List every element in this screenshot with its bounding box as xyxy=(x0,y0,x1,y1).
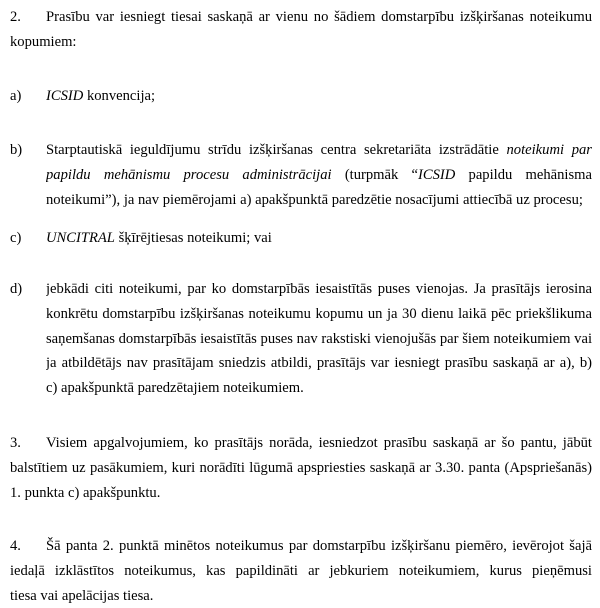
text-run: jebkādi citi noteikumi, par ko domstarpībās iesaistītās puses vienojas. Ja prasītājs ierosina xyxy=(46,281,592,297)
paragraph-2 xyxy=(10,5,592,55)
line-text xyxy=(10,456,592,481)
italic-text: UNCITRAL xyxy=(46,230,115,246)
text-line xyxy=(10,559,592,584)
text-run: papildu mehānisma xyxy=(455,166,592,183)
text-line xyxy=(10,163,592,188)
italic-text: ICSID xyxy=(46,88,84,104)
text-line xyxy=(10,188,592,213)
line-text xyxy=(46,431,592,456)
text-line xyxy=(10,481,592,506)
text-run: c) apakšpunktā paredzētajiem noteikumiem. xyxy=(46,380,304,397)
text-run: (turpmāk “ xyxy=(331,166,419,183)
text-run: saņemšanas domstarpībās iesaistītās puses nav rakstiski vienojušās par šiem noteikumiem vai xyxy=(46,330,592,347)
text-run: balstītiem uz pasākumiem, kuri norādīti lūgumā apspriesties saskaņā ar 3.30. panta (Apspriešanās) xyxy=(10,459,592,476)
text-run: ja atbildētājs nav prasītājam sniedzis atbildi, prasītājs var iesniegt prasību saskaņā ar a), b) xyxy=(46,355,592,372)
text-run: Šā panta 2. punktā minētos noteikumus par domstarpību izšķiršanu piemēro, ievērojot šajā xyxy=(46,538,592,554)
list-item-a xyxy=(10,84,592,109)
paragraph-4 xyxy=(10,534,592,608)
line-text xyxy=(46,351,592,376)
text-run: Starptautiskā ieguldījumu strīdu izšķiršanas centra sekretariāta izstrādātie xyxy=(46,142,507,158)
line-text xyxy=(46,163,592,188)
text-run: tiesa vai apelācijas tiesa. xyxy=(10,587,154,604)
list-item-d xyxy=(10,277,592,401)
line-text xyxy=(46,226,592,251)
text-line xyxy=(10,376,592,401)
text-run: kopumiem: xyxy=(10,33,77,50)
line-text xyxy=(10,30,592,55)
text-run: noteikumi”), ja nav piemērojami a) apakšpunktā paredzētie nosacījumi attiecībā uz procesu; xyxy=(46,191,583,208)
text-line xyxy=(10,138,592,163)
line-text xyxy=(46,138,592,163)
line-text xyxy=(10,559,592,584)
line-text xyxy=(46,302,592,327)
line-text xyxy=(10,584,592,608)
text-run: Visiem apgalvojumiem, ko prasītājs norāda, iesniedzot prasību saskaņā ar šo pantu, jābūt xyxy=(46,435,592,451)
italic-text: noteikumi par xyxy=(506,142,592,158)
item-label: 4. xyxy=(10,538,21,554)
text-line xyxy=(10,327,592,352)
text-run: iedaļā izklāstītos noteikumus, kas papildināti ar jebkuriem noteikumiem, kurus pieņēmusi xyxy=(10,562,592,579)
line-text xyxy=(46,534,592,559)
text-run: 1. punkta c) apakšpunktu. xyxy=(10,484,161,501)
line-text xyxy=(46,277,592,302)
item-label: a) xyxy=(10,88,22,104)
text-run: konvencija; xyxy=(83,88,156,104)
item-label: d) xyxy=(10,281,23,297)
line-text xyxy=(10,481,592,506)
paragraph-3 xyxy=(10,431,592,505)
list-item-b xyxy=(10,138,592,212)
italic-text: papildu mehānismu procesu administrācijai xyxy=(46,166,332,183)
text-line xyxy=(10,84,592,109)
text-line xyxy=(10,302,592,327)
line-text xyxy=(46,376,592,401)
text-line xyxy=(10,226,592,251)
line-text xyxy=(46,84,592,109)
item-label: 2. xyxy=(10,9,21,25)
item-label: 3. xyxy=(10,435,21,451)
item-label: c) xyxy=(10,230,22,246)
text-line xyxy=(10,5,592,30)
text-line xyxy=(10,277,592,302)
line-text xyxy=(46,5,592,30)
line-text xyxy=(46,327,592,352)
italic-text: ICSID xyxy=(418,166,456,183)
text-run: konkrētu domstarpību izšķiršanas noteikumu kopumu un ja 30 dienu laikā pēc priekšlikuma xyxy=(46,305,592,322)
list-item-c xyxy=(10,226,592,251)
text-line xyxy=(10,431,592,456)
text-run: Prasību var iesniegt tiesai saskaņā ar vienu no šādiem domstarpību izšķiršanas noteikumu xyxy=(46,9,592,25)
text-line xyxy=(10,584,592,608)
line-text xyxy=(46,188,592,213)
item-label: b) xyxy=(10,142,23,158)
text-run: šķīrējtiesas noteikumi; vai xyxy=(114,230,272,246)
text-line xyxy=(10,351,592,376)
text-line xyxy=(10,534,592,559)
text-line xyxy=(10,456,592,481)
text-line xyxy=(10,30,592,55)
